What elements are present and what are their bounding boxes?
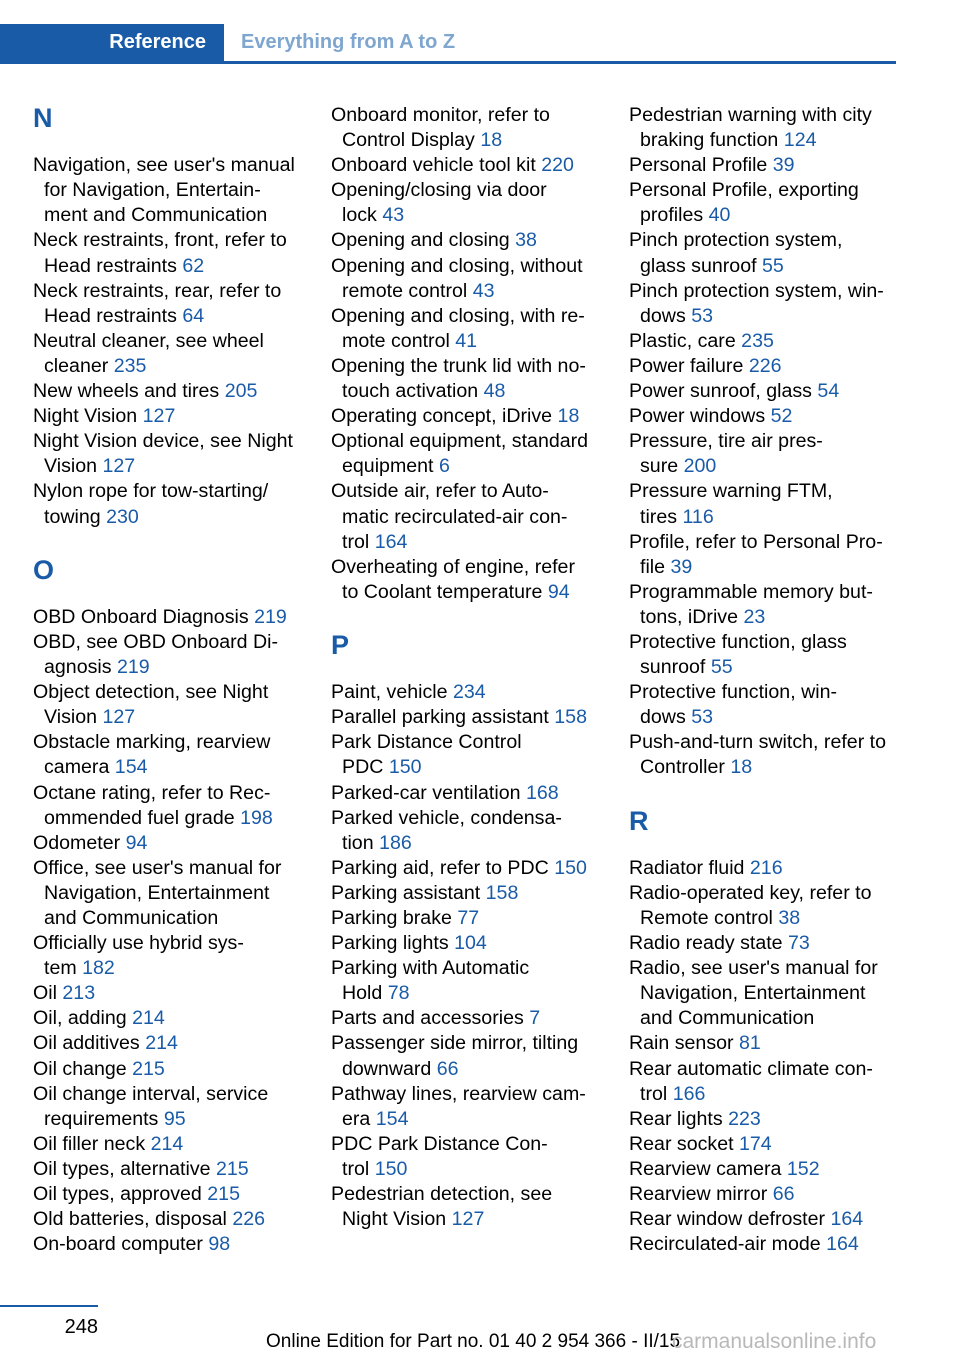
page-link[interactable]: 220 bbox=[541, 154, 574, 177]
footer-divider bbox=[0, 1305, 98, 1307]
index-entry-text: Optional equipment, standard equipment bbox=[331, 430, 589, 478]
page-link[interactable]: 73 bbox=[788, 932, 810, 955]
page-link[interactable]: 124 bbox=[783, 129, 817, 152]
page-link[interactable]: 150 bbox=[374, 1157, 408, 1180]
page-link[interactable]: 234 bbox=[453, 681, 486, 704]
page-link[interactable]: 39 bbox=[772, 154, 795, 177]
page-link[interactable]: 150 bbox=[554, 856, 587, 879]
index-entry-text: Officially use hybrid sys‐ tem bbox=[33, 932, 244, 980]
page-link[interactable]: 62 bbox=[182, 254, 205, 277]
index-entry-text: Nylon rope for tow-starting/ towing bbox=[33, 480, 269, 528]
index-entry-text: Recirculated-air mode bbox=[629, 1233, 821, 1256]
index-entry bbox=[331, 404, 603, 429]
index-entry bbox=[629, 956, 904, 1031]
page-link[interactable]: 38 bbox=[515, 229, 537, 252]
index-entry bbox=[629, 1132, 904, 1157]
page-link[interactable]: 127 bbox=[102, 706, 136, 729]
index-entry-text: Parallel parking assistant bbox=[331, 706, 549, 729]
page-link[interactable]: 223 bbox=[728, 1107, 761, 1130]
page-link[interactable]: 164 bbox=[830, 1208, 864, 1231]
index-entry bbox=[33, 329, 305, 379]
page-link[interactable]: 66 bbox=[772, 1183, 795, 1206]
index-entry bbox=[331, 906, 603, 931]
index-entry-text: New wheels and tires bbox=[33, 380, 220, 403]
index-entry-text: Parking with Automatic Hold bbox=[331, 957, 530, 1005]
reference-tab bbox=[0, 24, 224, 61]
page-link[interactable]: 150 bbox=[388, 756, 422, 779]
reference-tab-label: Reference bbox=[109, 31, 206, 53]
index-entry-text: On-board computer bbox=[33, 1233, 203, 1256]
index-column-3 bbox=[629, 103, 904, 1257]
index-entry bbox=[331, 1132, 603, 1182]
index-entry-text: Push-and-turn switch, refer to Controller bbox=[629, 731, 887, 779]
index-entry-text: Programmable memory but‐ tons, iDrive bbox=[629, 580, 873, 628]
index-entry bbox=[33, 279, 305, 329]
index-entry-text: Neck restraints, rear, refer to Head restraints bbox=[33, 279, 282, 327]
index-entry bbox=[331, 705, 603, 730]
index-entry-text: Pathway lines, rearview cam‐ era bbox=[331, 1082, 586, 1130]
index-entry-text: Outside air, refer to Auto‐ matic recirculated-air con‐ trol bbox=[331, 480, 568, 553]
index-entry-text: Oil filler neck bbox=[33, 1132, 146, 1155]
index-entry-text: Onboard vehicle tool kit bbox=[331, 154, 536, 177]
page-link[interactable]: 164 bbox=[374, 530, 408, 553]
index-entry-text: Parts and accessories bbox=[331, 1007, 524, 1030]
index-entry bbox=[629, 1232, 904, 1257]
page-link[interactable]: 168 bbox=[525, 781, 559, 804]
index-entry-text: Protective function, win‐ dows bbox=[629, 681, 838, 729]
page-link[interactable]: 213 bbox=[62, 982, 96, 1005]
index-entry bbox=[33, 1232, 305, 1257]
index-entry-text: Rear window defroster bbox=[629, 1208, 826, 1231]
page-link[interactable]: 235 bbox=[113, 354, 147, 377]
index-entry bbox=[33, 630, 305, 680]
index-entry bbox=[331, 103, 603, 153]
index-entry-text: Pinch protection system, win‐ dows bbox=[629, 279, 884, 327]
index-entry-text: Oil change interval, service requirements bbox=[33, 1082, 269, 1130]
edition-note: Online Edition for Part no. 01 40 2 954 366 - II/15 bbox=[266, 1331, 681, 1352]
index-entry bbox=[331, 304, 603, 354]
index-entry bbox=[33, 1057, 305, 1082]
page-link[interactable]: 54 bbox=[817, 380, 840, 403]
index-entry bbox=[629, 379, 904, 404]
index-entry-text: Navigation, see user's manual for Navigation, Entertain‐ ment and Communication bbox=[33, 154, 295, 227]
index-entry bbox=[629, 530, 904, 580]
page-link[interactable]: 48 bbox=[483, 380, 506, 403]
page-link[interactable]: 226 bbox=[748, 354, 782, 377]
page-link[interactable]: 6 bbox=[438, 455, 450, 478]
page-link[interactable]: 116 bbox=[682, 505, 714, 528]
page-link[interactable]: 94 bbox=[547, 580, 570, 603]
index-entry-text: Oil change bbox=[33, 1057, 127, 1080]
page-link[interactable]: 219 bbox=[117, 656, 150, 679]
page-link[interactable]: 81 bbox=[739, 1032, 761, 1055]
index-entry bbox=[629, 1157, 904, 1182]
index-entry bbox=[33, 1082, 305, 1132]
index-entry-text: Opening the trunk lid with no- touch activation bbox=[331, 354, 586, 403]
index-entry-text: Parking lights bbox=[331, 932, 449, 955]
index-entry-text: Oil additives bbox=[33, 1032, 140, 1055]
index-entry-text: Octane rating, refer to Rec‐ ommended fuel grade bbox=[33, 781, 271, 829]
index-entry-text: Oil types, alternative bbox=[33, 1157, 211, 1180]
index-entry bbox=[331, 555, 603, 605]
page-link[interactable]: 53 bbox=[691, 706, 713, 729]
page-link[interactable]: 214 bbox=[150, 1132, 184, 1155]
index-entry bbox=[629, 630, 904, 680]
index-entry-text: Rain sensor bbox=[629, 1032, 734, 1055]
page-link[interactable]: 215 bbox=[207, 1183, 240, 1206]
page-link[interactable]: 186 bbox=[379, 831, 412, 854]
page-link[interactable]: 214 bbox=[132, 1007, 165, 1030]
index-entry-text: Neutral cleaner, see wheel cleaner bbox=[33, 329, 264, 377]
index-entry-text: Radio-operated key, refer to Remote control bbox=[629, 881, 872, 929]
index-column-2 bbox=[331, 103, 603, 1232]
index-entry-text: Pressure warning FTM, tires bbox=[629, 480, 833, 528]
section-letter: R bbox=[629, 805, 649, 836]
index-column-1 bbox=[33, 103, 305, 1257]
section-title: Everything from A to Z bbox=[241, 31, 456, 53]
index-entry bbox=[33, 153, 305, 228]
index-entry bbox=[331, 931, 603, 956]
index-entry bbox=[629, 153, 904, 178]
section-letter: P bbox=[331, 629, 350, 660]
page-link[interactable]: 152 bbox=[786, 1157, 820, 1180]
index-entry-text: Parked vehicle, condensa‐ tion bbox=[331, 806, 562, 854]
page-link[interactable]: 40 bbox=[708, 204, 731, 227]
page-link[interactable]: 230 bbox=[106, 505, 139, 528]
index-entry-text: Night Vision bbox=[33, 405, 138, 428]
index-entry-text: Odometer bbox=[33, 831, 121, 854]
index-entry-text: Pedestrian warning with city braking function bbox=[629, 104, 872, 152]
index-entry bbox=[33, 1006, 305, 1031]
page-link[interactable]: 166 bbox=[672, 1082, 706, 1105]
page-link[interactable]: 198 bbox=[240, 806, 273, 829]
index-entry-text: Rear automatic climate con‐ trol bbox=[629, 1057, 873, 1105]
index-entry-text: Pedestrian detection, see Night Vision bbox=[331, 1183, 553, 1231]
page-link[interactable]: 23 bbox=[743, 605, 766, 628]
index-entry bbox=[331, 956, 603, 1006]
index-entry bbox=[331, 1082, 603, 1132]
page-link[interactable]: 215 bbox=[132, 1057, 165, 1080]
page-link[interactable]: 174 bbox=[739, 1132, 772, 1155]
index-entry bbox=[629, 329, 904, 354]
index-entry-text: Personal Profile, exporting profiles bbox=[629, 179, 859, 227]
page-link[interactable]: 95 bbox=[163, 1107, 186, 1130]
index-entry bbox=[629, 178, 904, 228]
page-link[interactable]: 18 bbox=[557, 405, 580, 428]
page-link[interactable]: 182 bbox=[82, 957, 115, 980]
index-entry-text: OBD Onboard Diagnosis bbox=[33, 605, 249, 628]
index-entry bbox=[33, 981, 305, 1006]
index-entry bbox=[331, 680, 603, 705]
index-entry-text: Power failure bbox=[629, 354, 744, 377]
index-entry bbox=[629, 856, 904, 881]
index-entry-text: Parking assistant bbox=[331, 881, 481, 904]
page-link[interactable]: 215 bbox=[215, 1157, 249, 1180]
index-entry-text: Pressure, tire air pres‐ sure bbox=[629, 430, 823, 478]
index-entry-text: Onboard monitor, refer to Control Display bbox=[331, 104, 550, 152]
index-entry-text: Pinch protection system, glass sunroof bbox=[629, 229, 843, 277]
index-entry bbox=[33, 605, 305, 630]
index-entry bbox=[629, 1057, 904, 1107]
index-entry bbox=[331, 1006, 603, 1031]
index-entry bbox=[331, 1182, 603, 1232]
page-link[interactable]: 7 bbox=[529, 1007, 541, 1030]
index-entry bbox=[331, 881, 603, 906]
index-entry bbox=[331, 730, 603, 780]
index-entry bbox=[33, 404, 305, 429]
page-link[interactable]: 226 bbox=[232, 1208, 266, 1231]
index-entry bbox=[33, 228, 305, 278]
index-entry bbox=[33, 429, 305, 479]
index-entry bbox=[33, 1207, 305, 1232]
index-entry bbox=[33, 1182, 305, 1207]
index-entry-text: Protective function, glass sunroof bbox=[629, 630, 847, 679]
index-entry bbox=[629, 429, 904, 479]
page-link[interactable]: 55 bbox=[762, 254, 784, 277]
index-entry bbox=[33, 479, 305, 529]
index-entry-text: Old batteries, disposal bbox=[33, 1208, 227, 1231]
page-link[interactable]: 43 bbox=[382, 204, 405, 227]
page-link[interactable]: 38 bbox=[778, 907, 801, 929]
page-link[interactable]: 216 bbox=[749, 856, 783, 879]
page-link[interactable]: 127 bbox=[102, 455, 136, 478]
index-entry bbox=[331, 153, 603, 178]
index-entry bbox=[629, 479, 904, 529]
index-entry-text: Overheating of engine, refer to Coolant temperature bbox=[331, 555, 575, 603]
page-link[interactable]: 214 bbox=[145, 1032, 178, 1055]
index-entry-text: Oil types, approved bbox=[33, 1183, 202, 1206]
index-entry-text: Opening and closing, with re‐ mote control bbox=[331, 304, 585, 352]
index-entry bbox=[629, 680, 904, 730]
index-entry bbox=[331, 178, 603, 228]
index-entry bbox=[331, 856, 603, 881]
page-header bbox=[0, 24, 896, 64]
index-entry bbox=[33, 1132, 305, 1157]
page-link[interactable]: 94 bbox=[125, 831, 148, 854]
page-link[interactable]: 39 bbox=[670, 555, 693, 578]
index-entry bbox=[33, 730, 305, 780]
page-link[interactable]: 98 bbox=[208, 1233, 231, 1256]
index-entry bbox=[33, 1157, 305, 1182]
index-entry bbox=[629, 404, 904, 429]
page-number: 248 bbox=[64, 1316, 98, 1338]
index-entry bbox=[33, 1031, 305, 1056]
page-link[interactable]: 55 bbox=[710, 656, 733, 679]
index-entry bbox=[331, 806, 603, 856]
page-link[interactable]: 164 bbox=[826, 1233, 859, 1256]
index-entry-text: Neck restraints, front, refer to Head restraints bbox=[33, 229, 287, 277]
index-entry-text: Passenger side mirror, tilting downward bbox=[331, 1032, 579, 1080]
index-entry bbox=[629, 730, 904, 780]
page-link[interactable]: 41 bbox=[455, 329, 478, 352]
index-entry-text: Park Distance Control PDC bbox=[331, 731, 522, 779]
index-entry bbox=[33, 379, 305, 404]
index-entry-text: Object detection, see Night Vision bbox=[33, 681, 269, 729]
page-link[interactable]: 235 bbox=[741, 329, 774, 352]
index-entry bbox=[629, 354, 904, 379]
page-link[interactable]: 200 bbox=[683, 455, 717, 478]
page-link[interactable]: 127 bbox=[451, 1208, 485, 1231]
index-entry-text: Profile, refer to Personal Pro‐ file bbox=[629, 530, 883, 578]
page-link[interactable]: 127 bbox=[142, 405, 176, 428]
page-link[interactable]: 53 bbox=[691, 304, 713, 327]
index-entry bbox=[331, 781, 603, 806]
index-entry-text: Opening and closing, without remote control bbox=[331, 254, 583, 302]
index-entry-text: OBD, see OBD Onboard Di‐ agnosis bbox=[33, 630, 279, 679]
index-entry-text: Parking brake bbox=[331, 907, 452, 929]
index-entry bbox=[629, 580, 904, 630]
index-entry-text: Office, see user's manual for Navigation, Entertainment and Communication bbox=[33, 856, 282, 929]
index-entry bbox=[629, 881, 904, 931]
index-entry-text: Operating concept, iDrive bbox=[331, 405, 553, 428]
index-entry-text: Oil bbox=[33, 982, 57, 1005]
index-entry bbox=[33, 781, 305, 831]
index-entry-text: Power sunroof, glass bbox=[629, 380, 812, 403]
index-entry bbox=[33, 931, 305, 981]
index-entry bbox=[629, 103, 904, 153]
index-entry bbox=[331, 429, 603, 479]
section-letter: O bbox=[33, 554, 55, 585]
page-link[interactable]: 154 bbox=[375, 1107, 409, 1130]
index-entry bbox=[33, 831, 305, 856]
page-link[interactable]: 52 bbox=[770, 405, 793, 428]
index-entry-text: Paint, vehicle bbox=[331, 681, 448, 704]
index-entry-text: Rearview mirror bbox=[629, 1183, 768, 1206]
index-entry bbox=[33, 680, 305, 730]
page-link[interactable]: 77 bbox=[457, 907, 480, 929]
page-link[interactable]: 158 bbox=[554, 706, 587, 729]
index-entry bbox=[331, 354, 603, 404]
index-entry-text: Radio ready state bbox=[629, 932, 783, 955]
watermark: carmanualsonline.info bbox=[672, 1330, 877, 1353]
page-link[interactable]: 66 bbox=[436, 1057, 459, 1080]
index-entry-text: Rearview camera bbox=[629, 1157, 782, 1180]
index-entry-text: Parked-car ventilation bbox=[331, 781, 521, 804]
index-entry-text: Night Vision device, see Night Vision bbox=[33, 430, 293, 478]
page-link[interactable]: 154 bbox=[114, 756, 148, 779]
index-entry-text: Plastic, care bbox=[629, 329, 736, 352]
index-entry bbox=[629, 1182, 904, 1207]
index-entry-text: Parking aid, refer to PDC bbox=[331, 856, 549, 879]
index-entry-text: Radiator fluid bbox=[629, 856, 745, 879]
index-entry bbox=[629, 1207, 904, 1232]
index-entry bbox=[331, 1031, 603, 1081]
index-entry-text: PDC Park Distance Con‐ trol bbox=[331, 1132, 548, 1180]
index-entry-text: Rear lights bbox=[629, 1107, 723, 1130]
index-entry-text: Oil, adding bbox=[33, 1007, 127, 1030]
index-entry bbox=[629, 279, 904, 329]
page-link[interactable]: 205 bbox=[224, 380, 258, 403]
index-entry bbox=[629, 931, 904, 956]
index-entry-text: Opening/closing via door lock bbox=[331, 179, 547, 227]
index-entry bbox=[629, 1107, 904, 1132]
page-link[interactable]: 43 bbox=[472, 279, 495, 302]
index-entry-text: Power windows bbox=[629, 405, 766, 428]
page-link[interactable]: 104 bbox=[454, 932, 487, 955]
page-link[interactable]: 18 bbox=[480, 129, 503, 152]
page-link[interactable]: 158 bbox=[485, 881, 519, 904]
index-entry-text: Opening and closing bbox=[331, 229, 510, 252]
index-entry-text: Radio, see user's manual for Navigation, Entertainment and Communication bbox=[629, 957, 878, 1030]
page-link[interactable]: 78 bbox=[387, 982, 410, 1005]
page-link[interactable]: 18 bbox=[730, 756, 753, 779]
section-letter: N bbox=[33, 103, 53, 133]
page-link[interactable]: 219 bbox=[254, 605, 287, 628]
index-entry bbox=[331, 228, 603, 253]
index-entry-text: Obstacle marking, rearview camera bbox=[33, 731, 271, 779]
index-entry-text: Personal Profile bbox=[629, 154, 768, 177]
page-link[interactable]: 64 bbox=[182, 304, 205, 327]
index-entry bbox=[33, 856, 305, 931]
index-entry bbox=[629, 1031, 904, 1056]
index-entry bbox=[331, 254, 603, 304]
index-entry-text: Rear socket bbox=[629, 1132, 734, 1155]
index-entry bbox=[331, 479, 603, 554]
index-entry bbox=[629, 228, 904, 278]
